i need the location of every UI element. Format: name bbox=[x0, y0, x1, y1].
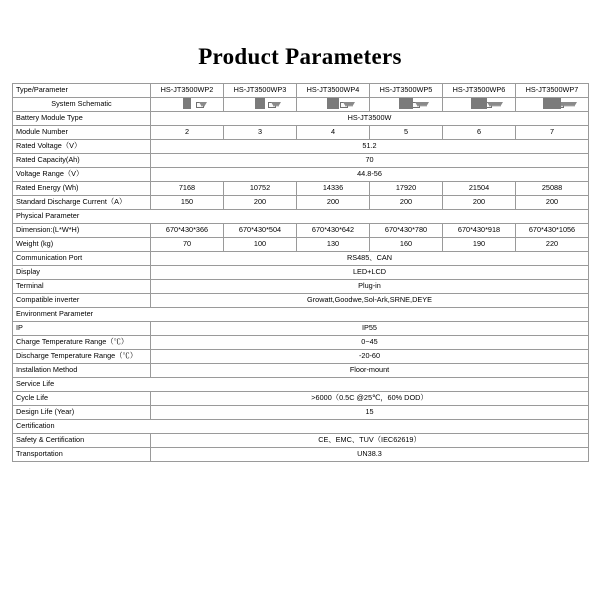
table-body bbox=[13, 84, 589, 462]
row-6-value-5: 200 bbox=[443, 196, 516, 210]
service-row-1-value: 15 bbox=[151, 406, 589, 420]
environment-row-0-label: IP bbox=[13, 322, 151, 336]
table-row bbox=[13, 182, 589, 196]
physical-row-0-value-4: 670*430*780 bbox=[370, 224, 443, 238]
physical-row-4-label: Terminal bbox=[13, 280, 151, 294]
row-6-value-3: 200 bbox=[297, 196, 370, 210]
table-row bbox=[13, 224, 589, 238]
environment-row-2-value: -20-60 bbox=[151, 350, 589, 364]
cabinet-base bbox=[189, 98, 191, 109]
section-environment-parameter: Environment Parameter bbox=[13, 308, 589, 322]
physical-row-3-value: LED+LCD bbox=[151, 266, 589, 280]
physical-row-0-value-3: 670*430*642 bbox=[297, 224, 370, 238]
header-model-5: HS-JT3500WP6 bbox=[443, 84, 516, 98]
row-3-label: Rated Capacity(Ah) bbox=[13, 154, 151, 168]
header-model-2: HS-JT3500WP3 bbox=[224, 84, 297, 98]
section-certification: Certification bbox=[13, 420, 589, 434]
physical-row-0-label: Dimension:(L*W*H) bbox=[13, 224, 151, 238]
physical-row-1-value-3: 130 bbox=[297, 238, 370, 252]
table-row bbox=[13, 406, 589, 420]
physical-row-4-value: Plug-in bbox=[151, 280, 589, 294]
cabinet-base bbox=[411, 98, 413, 109]
schematic-cell-3 bbox=[297, 98, 370, 112]
table-row bbox=[13, 294, 589, 308]
schematic-cell-2 bbox=[224, 98, 297, 112]
table-row bbox=[13, 364, 589, 378]
section-physical-parameter: Physical Parameter bbox=[13, 210, 589, 224]
physical-row-1-value-4: 160 bbox=[370, 238, 443, 252]
environment-row-3-value: Floor-mount bbox=[151, 364, 589, 378]
table-row bbox=[13, 196, 589, 210]
row-2-value: 51.2 bbox=[151, 140, 589, 154]
service-row-0-label: Cycle Life bbox=[13, 392, 151, 406]
physical-row-0-value-5: 670*430*918 bbox=[443, 224, 516, 238]
row-1-value-6: 7 bbox=[516, 126, 589, 140]
physical-row-0-value-6: 670*430*1056 bbox=[516, 224, 589, 238]
schematic-cell-5 bbox=[443, 98, 516, 112]
table-section-row bbox=[13, 420, 589, 434]
environment-row-1-value: 0~45 bbox=[151, 336, 589, 350]
header-model-1: HS-JT3500WP2 bbox=[151, 84, 224, 98]
physical-row-1-value-2: 100 bbox=[224, 238, 297, 252]
schematic-cell-6 bbox=[516, 98, 589, 112]
battery-cabinet-icon bbox=[543, 100, 561, 108]
physical-row-2-label: Communication Port bbox=[13, 252, 151, 266]
page-title: Product Parameters bbox=[198, 44, 402, 69]
row-5-value-1: 7168 bbox=[151, 182, 224, 196]
row-2-label: Rated Voltage（V） bbox=[13, 140, 151, 154]
row-4-label: Voltage Range（V） bbox=[13, 168, 151, 182]
table-section-row bbox=[13, 308, 589, 322]
table-row bbox=[13, 154, 589, 168]
physical-row-3-label: Display bbox=[13, 266, 151, 280]
physical-row-0-value-2: 670*430*504 bbox=[224, 224, 297, 238]
row-1-label: Module Number bbox=[13, 126, 151, 140]
battery-cabinet-icon bbox=[255, 100, 265, 108]
system-schematic-label: System Schematic bbox=[13, 98, 151, 112]
row-6-value-6: 200 bbox=[516, 196, 589, 210]
table-section-row bbox=[13, 378, 589, 392]
service-row-0-value: >6000（0.5C @25℃，60% DOD） bbox=[151, 392, 589, 406]
row-6-value-4: 200 bbox=[370, 196, 443, 210]
section-service-life: Service Life bbox=[13, 378, 589, 392]
battery-cabinet-icon bbox=[399, 100, 413, 108]
physical-row-1-value-5: 190 bbox=[443, 238, 516, 252]
table-row bbox=[13, 266, 589, 280]
environment-row-3-label: Installation Method bbox=[13, 364, 151, 378]
row-6-value-1: 150 bbox=[151, 196, 224, 210]
row-1-value-5: 6 bbox=[443, 126, 516, 140]
header-model-6: HS-JT3500WP7 bbox=[516, 84, 589, 98]
physical-row-1-value-6: 220 bbox=[516, 238, 589, 252]
row-5-value-2: 10752 bbox=[224, 182, 297, 196]
cabinet-base bbox=[559, 98, 561, 109]
physical-row-5-value: Growatt,Goodwe,Sol-Ark,SRNE,DEYE bbox=[151, 294, 589, 308]
row-5-value-6: 25088 bbox=[516, 182, 589, 196]
table-row bbox=[13, 280, 589, 294]
physical-row-1-value-1: 70 bbox=[151, 238, 224, 252]
certification-row-0-value: CE、EMC、TUV（IEC62619） bbox=[151, 434, 589, 448]
cabinet-base bbox=[263, 98, 265, 109]
row-1-value-4: 5 bbox=[370, 126, 443, 140]
row-0-label: Battery Module Type bbox=[13, 112, 151, 126]
table-row bbox=[13, 238, 589, 252]
physical-row-5-label: Compatible inverter bbox=[13, 294, 151, 308]
row-1-value-1: 2 bbox=[151, 126, 224, 140]
battery-cabinet-icon bbox=[327, 100, 339, 108]
environment-row-0-value: IP55 bbox=[151, 322, 589, 336]
certification-row-1-label: Transportation bbox=[13, 448, 151, 462]
physical-row-0-value-1: 670*430*366 bbox=[151, 224, 224, 238]
row-0-value: HS-JT3500W bbox=[151, 112, 589, 126]
product-parameters-table bbox=[12, 83, 589, 462]
row-6-label: Standard Discharge Current（A） bbox=[13, 196, 151, 210]
schematic-cell-1 bbox=[151, 98, 224, 112]
cabinet-base bbox=[337, 98, 339, 109]
header-model-4: HS-JT3500WP5 bbox=[370, 84, 443, 98]
row-1-value-3: 4 bbox=[297, 126, 370, 140]
row-1-value-2: 3 bbox=[224, 126, 297, 140]
row-5-value-5: 21504 bbox=[443, 182, 516, 196]
physical-row-1-label: Weight (kg) bbox=[13, 238, 151, 252]
table-row bbox=[13, 434, 589, 448]
table-row bbox=[13, 252, 589, 266]
battery-cabinet-icon bbox=[471, 100, 487, 108]
table-row bbox=[13, 392, 589, 406]
table-row bbox=[13, 126, 589, 140]
header-type-parameter: Type/Parameter bbox=[13, 84, 151, 98]
table-row bbox=[13, 350, 589, 364]
header-model-3: HS-JT3500WP4 bbox=[297, 84, 370, 98]
table-header-row bbox=[13, 84, 589, 98]
table-section-row bbox=[13, 210, 589, 224]
table-row bbox=[13, 168, 589, 182]
row-6-value-2: 200 bbox=[224, 196, 297, 210]
environment-row-1-label: Charge Temperature Range（℃） bbox=[13, 336, 151, 350]
row-5-value-4: 17920 bbox=[370, 182, 443, 196]
service-row-1-label: Design Life (Year) bbox=[13, 406, 151, 420]
row-5-value-3: 14336 bbox=[297, 182, 370, 196]
certification-row-1-value: UN38.3 bbox=[151, 448, 589, 462]
row-5-label: Rated Energy (Wh) bbox=[13, 182, 151, 196]
cabinet-base bbox=[485, 98, 487, 109]
row-3-value: 70 bbox=[151, 154, 589, 168]
certification-row-0-label: Safety & Certification bbox=[13, 434, 151, 448]
table-row bbox=[13, 140, 589, 154]
row-4-value: 44.8-56 bbox=[151, 168, 589, 182]
table-row bbox=[13, 112, 589, 126]
physical-row-2-value: RS485、CAN bbox=[151, 252, 589, 266]
environment-row-2-label: Discharge Temperature Range（℃） bbox=[13, 350, 151, 364]
table-row bbox=[13, 322, 589, 336]
system-schematic-row bbox=[13, 98, 589, 112]
schematic-cell-4 bbox=[370, 98, 443, 112]
table-row bbox=[13, 448, 589, 462]
table-row bbox=[13, 336, 589, 350]
battery-cabinet-icon bbox=[183, 100, 191, 108]
